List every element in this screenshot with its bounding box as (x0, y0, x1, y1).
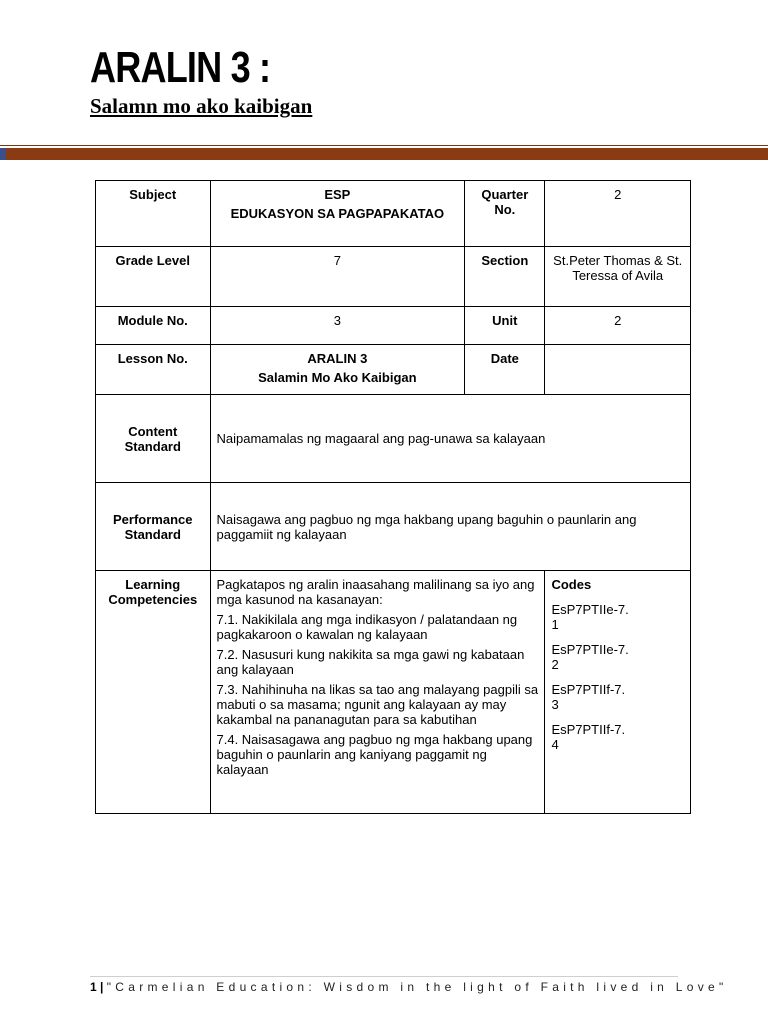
code-item: EsP7PTIIf-7.3 (551, 682, 626, 712)
header-divider-line (0, 145, 768, 146)
lesson-value-line-1: ARALIN 3 (307, 351, 368, 366)
lesson-subtitle: Salamn mo ako kaibigan (90, 94, 313, 118)
grade-value: 7 (210, 247, 465, 307)
section-value: St.Peter Thomas & St. Teressa of Avila (545, 247, 691, 307)
quarter-label: Quarter No. (465, 181, 545, 247)
code-item: EsP7PTIIe-7.1 (551, 602, 629, 632)
subject-value-line-1: ESP (324, 187, 351, 202)
table-row-lesson (96, 345, 691, 395)
footer-divider (90, 976, 678, 977)
footer-motto: "Carmelian Education: Wisdom in the light of Faith lived in Love" (106, 980, 728, 994)
subject-value-line-2: EDUKASYON SA PAGPAPAKATAO (230, 206, 445, 221)
lesson-info-table (95, 180, 691, 814)
competencies-label: Learning Competencies (96, 571, 211, 814)
subject-value (210, 181, 465, 247)
module-value: 3 (210, 307, 465, 345)
table-row-module (96, 307, 691, 345)
grade-label: Grade Level (96, 247, 211, 307)
subject-label: Subject (96, 181, 211, 247)
unit-label: Unit (465, 307, 545, 345)
lesson-title: ARALIN 3 : (90, 43, 271, 92)
table-row-content-standard (96, 395, 691, 483)
module-label: Module No. (96, 307, 211, 345)
quarter-value: 2 (545, 181, 691, 247)
performance-standard-value: Naisagawa ang pagbuo ng mga hakbang upang baguhin o paunlarin ang paggamiit ng kalayaan (210, 483, 691, 571)
lesson-label: Lesson No. (96, 345, 211, 395)
codes-label: Codes (551, 577, 592, 592)
content-standard-label: Content Standard (96, 395, 211, 483)
code-item: EsP7PTIIe-7.2 (551, 642, 629, 672)
competency-item: 7.4. Naisasagawa ang pagbuo ng mga hakbang upang baguhin o paunlarin ang kaniyang paggamit ng kalayaan (216, 732, 533, 777)
competency-item: 7.3. Nahihinuha na likas sa tao ang malayang pagpili sa mabuti o sa masama; ngunit ang kalayaan ay may kakambal na pananagutan para sa kabutihan (216, 682, 539, 727)
lesson-value (210, 345, 465, 395)
competencies-list (210, 571, 545, 814)
table-row-performance-standard (96, 483, 691, 571)
page-footer (90, 980, 728, 994)
competency-item: 7.1. Nakikilala ang mga indikasyon / palatandaan ng pagkakaroon o kawalan ng kalayaan (216, 612, 518, 642)
code-item: EsP7PTIIf-7.4 (551, 722, 626, 752)
unit-value: 2 (545, 307, 691, 345)
page-number: 1 | (90, 980, 104, 994)
date-value (545, 345, 691, 395)
table-row-subject (96, 181, 691, 247)
codes-cell (545, 571, 691, 814)
performance-standard-label: Performance Standard (96, 483, 211, 571)
table-row-grade (96, 247, 691, 307)
date-label: Date (465, 345, 545, 395)
lesson-value-line-2: Salamin Mo Ako Kaibigan (258, 370, 417, 385)
table-row-competencies (96, 571, 691, 814)
competency-item: 7.2. Nasusuri kung nakikita sa mga gawi ng kabataan ang kalayaan (216, 647, 525, 677)
section-label: Section (465, 247, 545, 307)
content-standard-value: Naipamamalas ng magaaral ang pag-unawa sa kalayaan (210, 395, 691, 483)
header-divider-bar (0, 148, 768, 160)
competencies-intro: Pagkatapos ng aralin inaasahang malilinang sa iyo ang mga kasunod na kasanayan: (216, 577, 535, 607)
